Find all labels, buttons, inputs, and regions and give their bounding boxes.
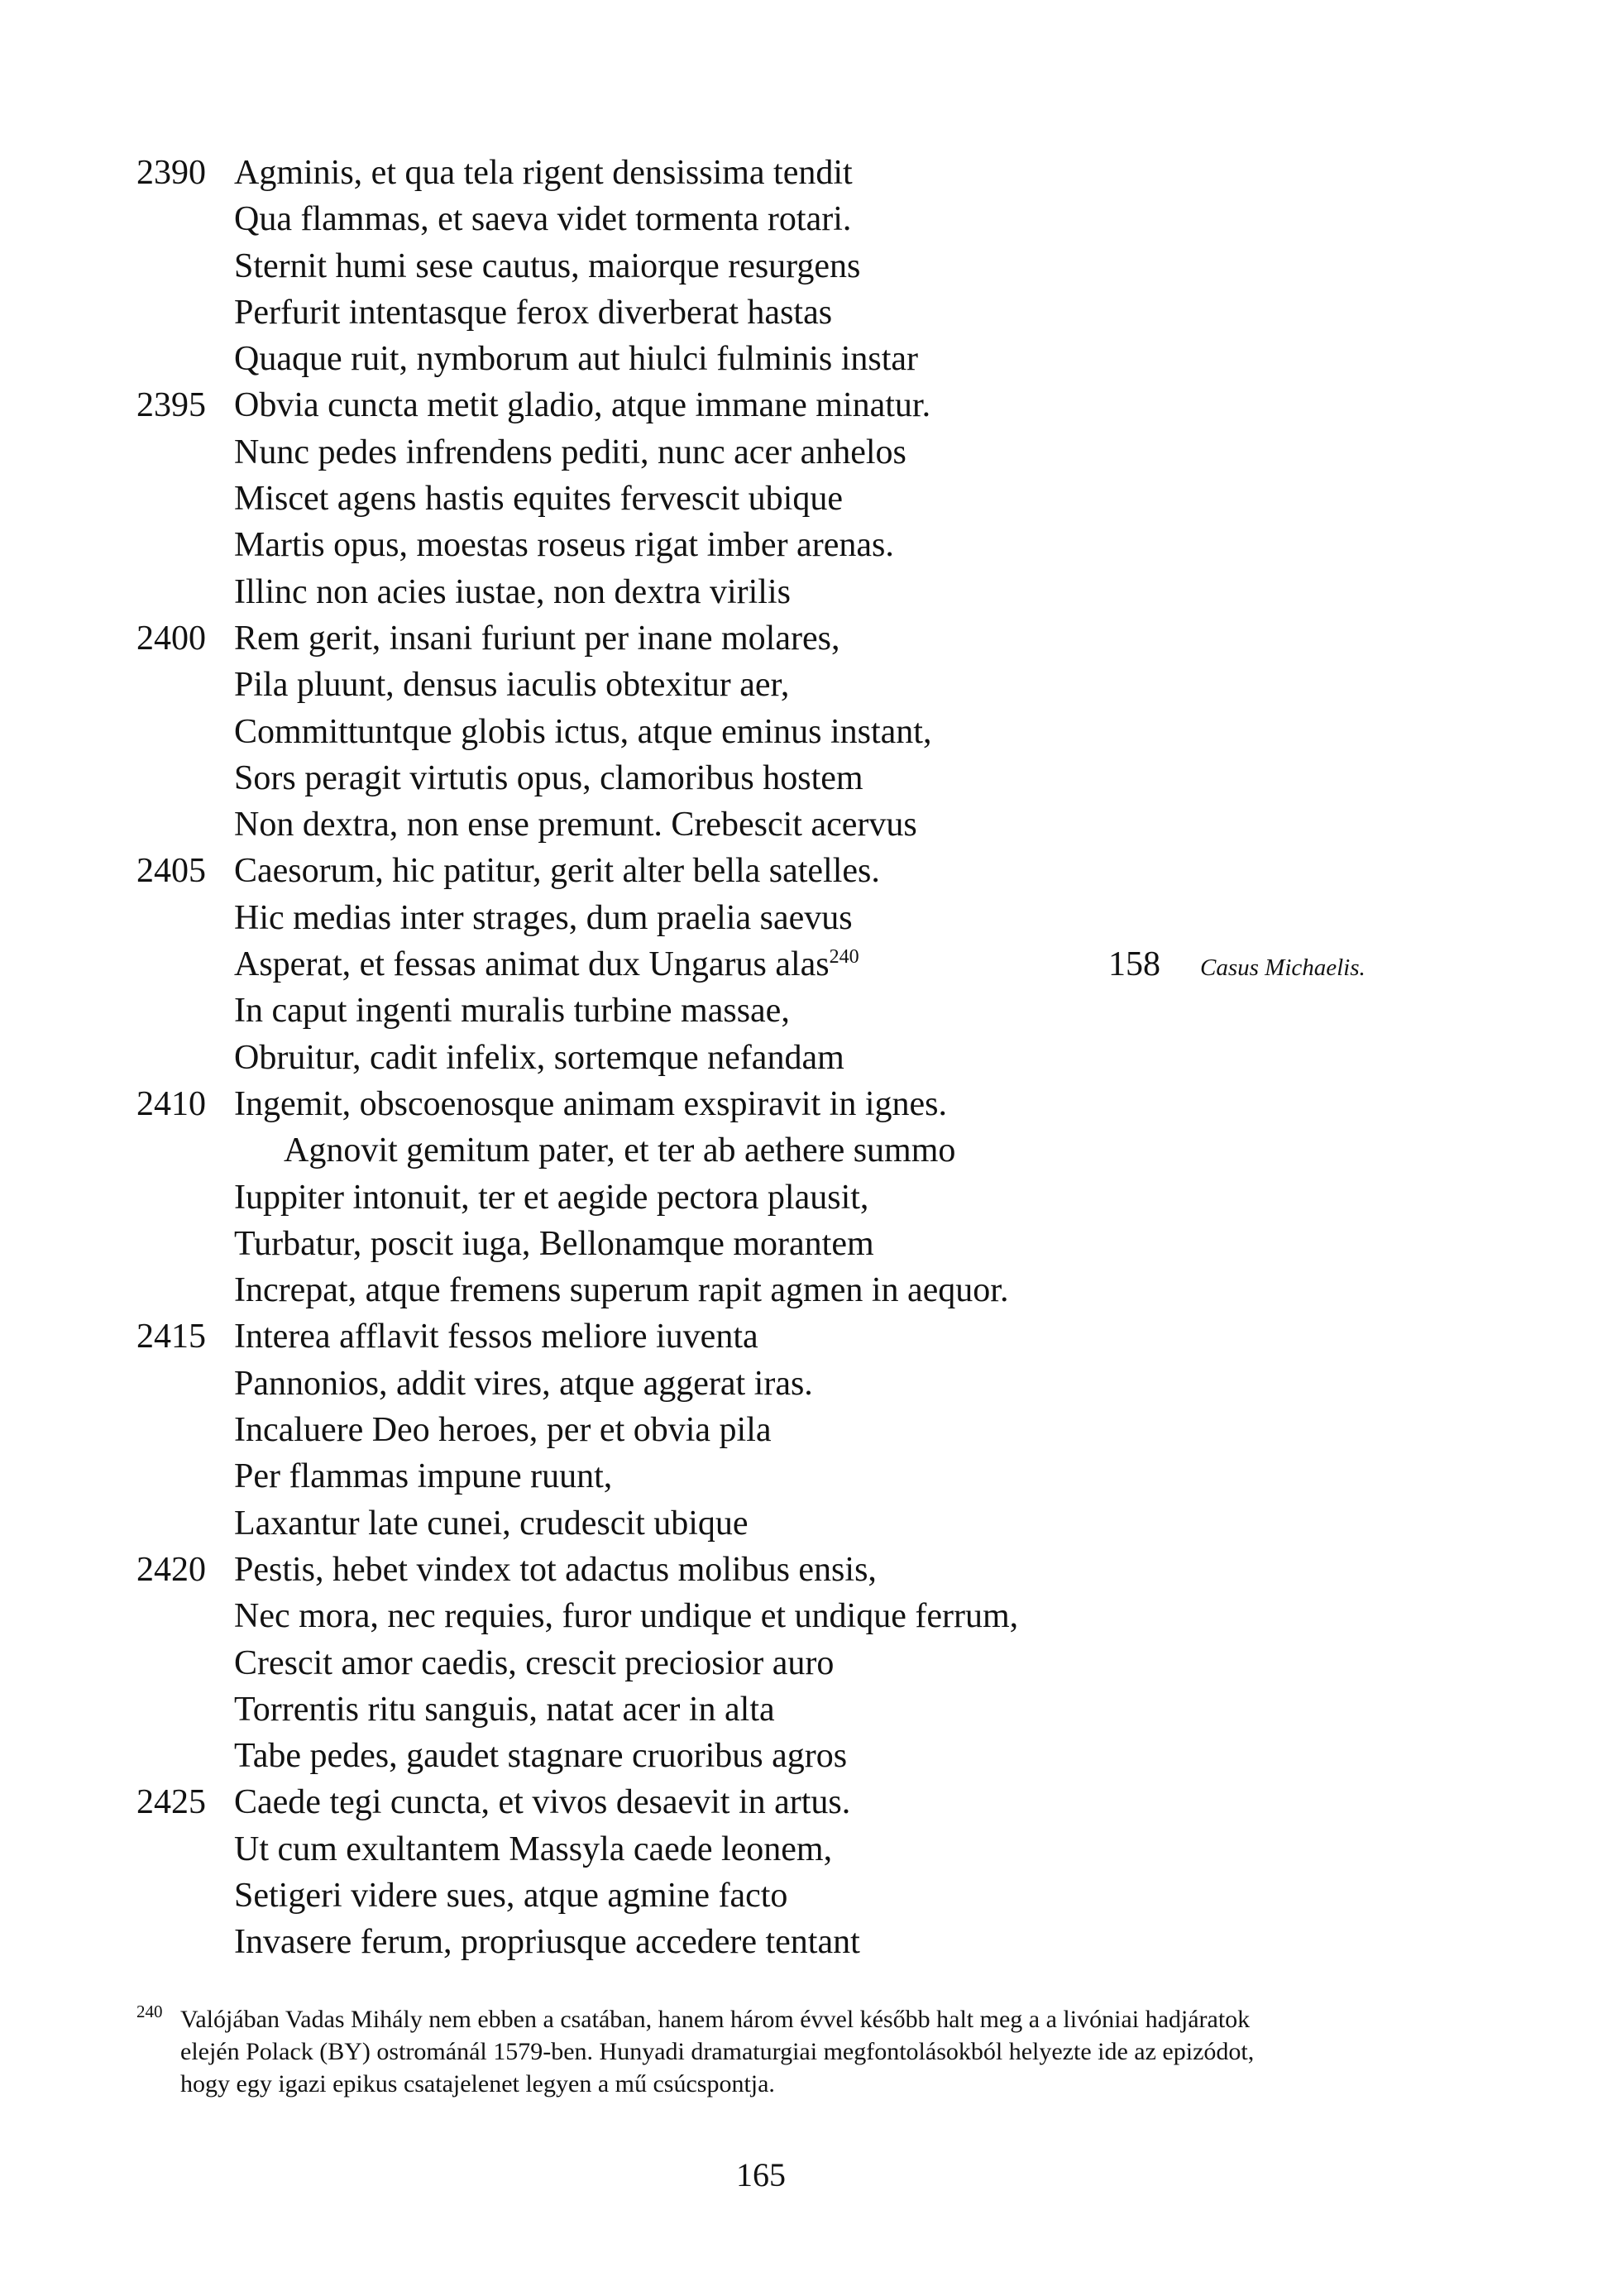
verse-text <box>234 1923 860 1961</box>
verse-line <box>136 1267 1018 1313</box>
verse-text <box>234 1411 772 1449</box>
page-number: 165 <box>736 2156 786 2193</box>
verse-line <box>136 895 1018 941</box>
verse-line <box>136 1221 1018 1267</box>
verse-text-body: Miscet agens hastis equites fervescit ubique <box>234 480 843 519</box>
verse-text-body: Agminis, et qua tela rigent densissima tendit <box>234 154 853 192</box>
verse-text-body: Turbatur, poscit iuga, Bellonamque morantem <box>234 1224 874 1263</box>
verse-text <box>234 433 906 471</box>
verse-text-body: In caput ingenti muralis turbine massae, <box>234 992 790 1031</box>
verse-text-body: Agnovit gemitum pater, et ter ab aethere summo <box>284 1131 956 1170</box>
margin-note <box>1108 941 1366 991</box>
verse-text <box>234 806 917 844</box>
verse-text-body: Incaluere Deo heroes, per et obvia pila <box>234 1411 772 1450</box>
verse-text-body: Increpat, atque fremens superum rapit agmen in aequor. <box>234 1271 1009 1310</box>
verse-line <box>136 336 1018 382</box>
poem-block <box>136 150 1366 1966</box>
verse-line <box>136 569 1018 615</box>
verse-text-body: Setigeri videre sues, atque agmine facto <box>234 1876 788 1915</box>
verse-text <box>234 713 931 751</box>
footnote-text: Valójában Vadas Mihály nem ebben a csatában, hanem három évvel később halt meg a a livóniai hadjáratok <box>180 2006 1251 2033</box>
margin-note-label: Casus Michaelis. <box>1200 954 1366 982</box>
verse-text <box>234 1039 844 1077</box>
verse-line <box>136 988 1018 1034</box>
verse-line-number: 2415 <box>136 1318 206 1356</box>
verse-line <box>136 196 1018 242</box>
verse-text <box>234 1504 749 1543</box>
verse-text <box>234 1365 813 1403</box>
verse-text <box>234 1085 947 1123</box>
verse-text-body: Qua flammas, et saeva videt tormenta rotari. <box>234 200 852 239</box>
verse-text <box>234 1271 1008 1309</box>
verse-text <box>234 340 918 378</box>
verse-line-number: 2425 <box>136 1783 206 1822</box>
verse-text-body: Perfurit intentasque ferox diverberat hastas <box>234 293 833 332</box>
verse-text <box>234 945 859 983</box>
verse-text <box>234 666 789 704</box>
verse-line <box>136 1500 1018 1547</box>
verse-text-body: Iuppiter intonuit, ter et aegide pectora plausit, <box>234 1178 869 1217</box>
verse-line <box>136 289 1018 336</box>
verse-text-body: Ingemit, obscoenosque animam exspiravit in ignes. <box>234 1084 947 1123</box>
footnote-line <box>180 2068 1254 2100</box>
verse-line <box>136 615 1018 662</box>
verse-text-body: Nec mora, nec requies, furor undique et undique ferrum, <box>234 1597 1019 1636</box>
verse-line <box>136 801 1018 848</box>
verse-text <box>234 1179 868 1217</box>
verse-line <box>136 1035 1018 1081</box>
margin-note-number: 158 <box>1108 945 1160 984</box>
verse-text <box>234 1783 850 1821</box>
footnote-text: hogy egy igazi epikus csatajelenet legyen a mű csúcspontja. <box>180 2070 775 2097</box>
verse-text-body: Torrentis ritu sanguis, natat acer in alta <box>234 1690 775 1729</box>
verse-text-body: Interea afflavit fessos meliore iuventa <box>234 1318 758 1356</box>
verse-text <box>234 154 853 192</box>
verse-text <box>234 1457 612 1495</box>
verse-text <box>234 1318 758 1356</box>
verse-line <box>136 1826 1018 1873</box>
verse-text-body: Martis opus, moestas roseus rigat imber arenas. <box>234 526 894 565</box>
verse-line <box>136 382 1018 428</box>
verse-line <box>136 1313 1018 1360</box>
verse-text <box>234 573 791 611</box>
verse-text <box>234 1830 832 1868</box>
verse-line <box>136 150 1018 196</box>
verse-text <box>234 1877 787 1915</box>
verse-line <box>136 662 1018 708</box>
verse-text <box>234 619 839 658</box>
verse-text-body: Caede tegi cuncta, et vivos desaevit in artus. <box>234 1783 851 1822</box>
verse-text-body: Quaque ruit, nymborum aut hiulci fulminis instar <box>234 340 919 379</box>
verse-line <box>136 1733 1018 1779</box>
verse-text-body: Laxantur late cunei, crudescit ubique <box>234 1504 749 1543</box>
verse-line <box>136 1453 1018 1500</box>
verse-line <box>136 1361 1018 1407</box>
footnote-block <box>136 2002 1255 2100</box>
verse-line <box>136 476 1018 522</box>
verse-text <box>234 1644 834 1682</box>
verse-text-body: Committuntque globis ictus, atque eminus instant, <box>234 712 932 751</box>
verse-text <box>234 526 894 564</box>
verse-text <box>234 852 880 890</box>
footnote-reference: 240 <box>829 946 859 969</box>
verse-line-number: 2410 <box>136 1084 206 1123</box>
verse-text-body: Non dextra, non ense premunt. Crebescit acervus <box>234 806 917 844</box>
verse-line <box>136 755 1018 801</box>
verse-text <box>234 200 851 238</box>
verse-line <box>136 1127 1018 1174</box>
verse-line <box>136 848 1018 894</box>
verse-line <box>136 941 1366 988</box>
verse-line <box>136 1919 1018 1965</box>
verse-line <box>136 243 1018 289</box>
verse-line-number: 2400 <box>136 619 206 658</box>
verse-text <box>234 899 853 937</box>
verse-line <box>136 709 1018 755</box>
verse-text-body: Obvia cuncta metit gladio, atque immane minatur. <box>234 386 931 425</box>
verse-text-body: Tabe pedes, gaudet stagnare cruoribus agros <box>234 1737 848 1776</box>
verse-text-body: Pestis, hebet vindex tot adactus molibus ensis, <box>234 1550 877 1589</box>
verse-text <box>234 480 843 518</box>
verse-line-number: 2420 <box>136 1550 206 1589</box>
verse-text-body: Per flammas impune ruunt, <box>234 1457 613 1496</box>
verse-line <box>136 1640 1018 1686</box>
verse-text-body: Sternit humi sese cautus, maiorque resurgens <box>234 246 861 285</box>
footnote-text: elején Polack (BY) ostrománál 1579-ben. Hunyadi dramaturgiai megfontolásokból helyezte ide az epizódot, <box>180 2038 1255 2065</box>
footnote-line <box>180 2035 1254 2068</box>
verse-text-body: Illinc non acies iustae, non dextra virilis <box>234 572 791 611</box>
verse-text-body: Hic medias inter strages, dum praelia saevus <box>234 898 853 937</box>
verse-text <box>234 247 860 285</box>
verse-line <box>136 1593 1018 1639</box>
verse-text-body: Nunc pedes infrendens pediti, nunc acer anhelos <box>234 433 906 471</box>
verse-text-body: Ut cum exultantem Massyla caede leonem, <box>234 1830 833 1868</box>
verse-text-body: Pannonios, addit vires, atque aggerat iras. <box>234 1364 813 1403</box>
verse-text-body: Obruitur, cadit infelix, sortemque nefandam <box>234 1038 844 1077</box>
verse-text <box>234 1691 775 1729</box>
verse-text <box>234 759 863 797</box>
verse-line <box>136 1686 1018 1733</box>
verse-line-number: 2405 <box>136 852 206 891</box>
verse-text <box>234 992 790 1030</box>
verse-text-body: Crescit amor caedis, crescit preciosior auro <box>234 1643 835 1682</box>
footnote-marker: 240 <box>136 2002 163 2021</box>
verse-text-body: Invasere ferum, propriusque accedere tentant <box>234 1923 860 1962</box>
verse-line <box>136 1407 1018 1453</box>
verse-text <box>284 1131 955 1170</box>
verse-text-body: Caesorum, hic patitur, gerit alter bella satelles. <box>234 852 880 891</box>
verse-line <box>136 522 1018 568</box>
verse-text-body: Pila pluunt, densus iaculis obtexitur aer, <box>234 666 790 705</box>
verse-text <box>234 294 832 332</box>
verse-line <box>136 1873 1018 1919</box>
verse-text <box>234 1737 847 1775</box>
verse-line-number: 2390 <box>136 154 206 192</box>
verse-line <box>136 1081 1018 1127</box>
verse-text <box>234 1225 874 1263</box>
verse-text <box>234 1597 1018 1635</box>
verse-text-body: Rem gerit, insani furiunt per inane molares, <box>234 619 840 658</box>
verse-line <box>136 1174 1018 1221</box>
footnote-line <box>136 2002 1254 2035</box>
verse-line <box>136 429 1018 476</box>
verse-line <box>136 1547 1018 1593</box>
verse-text-body: Asperat, et fessas animat dux Ungarus alas <box>234 945 830 984</box>
verse-line-number: 2395 <box>136 386 206 425</box>
verse-text-body: Sors peragit virtutis opus, clamoribus hostem <box>234 758 863 797</box>
verse-line <box>136 1779 1018 1825</box>
verse-text <box>234 386 930 424</box>
verse-text <box>234 1551 877 1589</box>
